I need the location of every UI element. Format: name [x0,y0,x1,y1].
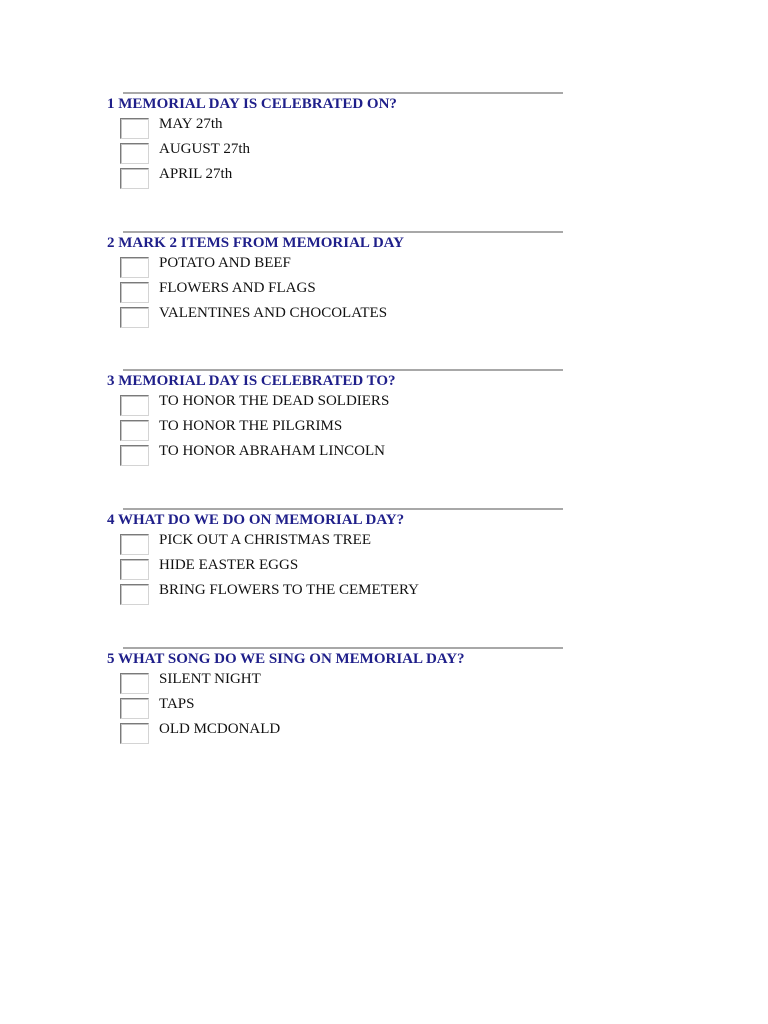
option-label: PICK OUT A CHRISTMAS TREE [159,532,371,548]
answer-checkbox[interactable] [120,534,149,555]
answer-checkbox[interactable] [120,673,149,694]
option-label: TO HONOR ABRAHAM LINCOLN [159,443,385,459]
answer-checkbox[interactable] [120,143,149,164]
option-label: POTATO AND BEEF [159,255,291,271]
option-row [120,419,580,443]
question-divider [123,92,563,94]
question-4 [0,508,768,638]
option-row [120,722,580,746]
question-divider [123,231,563,233]
option-row [120,583,580,607]
option-row [120,281,580,305]
option-row [120,533,580,557]
answer-checkbox[interactable] [120,118,149,139]
question-text: 5 WHAT SONG DO WE SING ON MEMORIAL DAY? [107,651,465,667]
option-label: APRIL 27th [159,166,233,182]
option-label: FLOWERS AND FLAGS [159,280,316,296]
answer-checkbox[interactable] [120,257,149,278]
answer-checkbox[interactable] [120,307,149,328]
option-row [120,167,580,191]
option-row [120,394,580,418]
question-divider [123,508,563,510]
option-row [120,672,580,696]
answer-checkbox[interactable] [120,420,149,441]
question-text: 4 WHAT DO WE DO ON MEMORIAL DAY? [107,512,405,528]
option-row [120,697,580,721]
question-2 [0,231,768,361]
answer-checkbox[interactable] [120,698,149,719]
answer-checkbox[interactable] [120,584,149,605]
option-row [120,117,580,141]
question-1 [0,92,768,222]
option-row [120,444,580,468]
answer-checkbox[interactable] [120,559,149,580]
option-label: TAPS [159,696,195,712]
question-3 [0,369,768,499]
option-row [120,558,580,582]
option-label: HIDE EASTER EGGS [159,557,299,573]
answer-checkbox[interactable] [120,168,149,189]
option-label: OLD MCDONALD [159,721,281,737]
option-label: BRING FLOWERS TO THE CEMETERY [159,582,420,598]
option-label: TO HONOR THE PILGRIMS [159,418,343,434]
option-row [120,256,580,280]
question-text: 3 MEMORIAL DAY IS CELEBRATED TO? [107,373,396,389]
answer-checkbox[interactable] [120,723,149,744]
question-5 [0,647,768,777]
option-row [120,142,580,166]
option-label: AUGUST 27th [159,141,250,157]
question-divider [123,369,563,371]
question-text: 2 MARK 2 ITEMS FROM MEMORIAL DAY [107,235,404,251]
option-label: VALENTINES AND CHOCOLATES [159,305,388,321]
question-text: 1 MEMORIAL DAY IS CELEBRATED ON? [107,96,397,112]
option-label: MAY 27th [159,116,223,132]
question-divider [123,647,563,649]
option-row [120,306,580,330]
answer-checkbox[interactable] [120,445,149,466]
option-label: SILENT NIGHT [159,671,261,687]
answer-checkbox[interactable] [120,282,149,303]
answer-checkbox[interactable] [120,395,149,416]
option-label: TO HONOR THE DEAD SOLDIERS [159,393,390,409]
